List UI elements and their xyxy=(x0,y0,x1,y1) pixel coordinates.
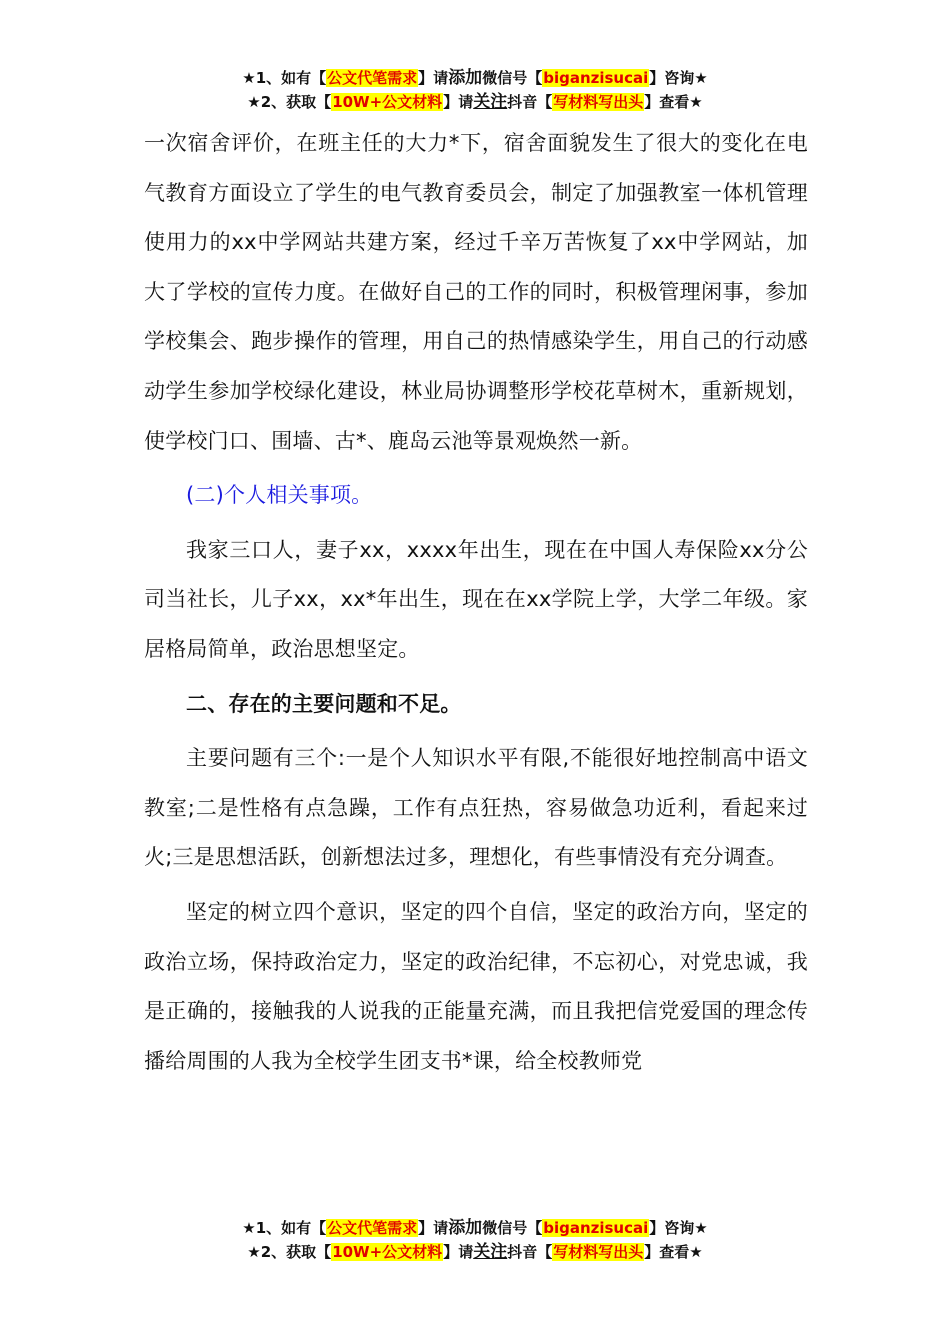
banner-douyin-id: 写材料写出头 xyxy=(553,1243,644,1261)
banner-line-2: ★2、获取【10W+公文材料】请关注抖音【写材料写出头】查看★ xyxy=(247,1242,703,1262)
paragraph-family: 我家三口人，妻子xx，xxxx年出生，现在在中国人寿保险xx分公司当社长，儿子xx，xx*年出生，现在在xx学院上学，大学二年级。家居格局简单，政治思想坚定。 xyxy=(144,537,808,661)
banner-wechat-id: biganzisucai xyxy=(543,69,649,87)
paragraph-continued: 一次宿舍评价，在班主任的大力*下，宿舍面貌发生了很大的变化在电气教育方面设立了学生的电气教育委员会，制定了加强教室一体机管理使用力的xx中学网站共建方案，经过千辛万苦恢复了xx中学网站，加大了学校的宣传力度。在做好自己的工作的同时，积极管理闲事，参加学校集会、跑步操作的管理，用自己的热情感染学生，用自己的行动感动学生参加学校绿化建设，林业局协调整形学校花草树木，重新规划，使学校门口、围墙、古*、鹿岛云池等景观焕然一新。 xyxy=(144,131,808,453)
banner-highlight: 公文代笔需求 xyxy=(327,1219,418,1237)
banner-wechat-id: biganzisucai xyxy=(543,1219,649,1237)
banner-highlight: 10W+公文材料 xyxy=(332,1243,443,1261)
document-body xyxy=(144,119,808,1086)
top-banner xyxy=(0,66,950,114)
paragraph-problems: 主要问题有三个:一是个人知识水平有限,不能很好地控制高中语文教室;二是性格有点急躁，工作有点狂热，容易做急功近利，看起来过火;三是思想活跃，创新想法过多，理想化，有些事情没有充分调查。 xyxy=(144,746,808,870)
banner-highlight: 10W+公文材料 xyxy=(332,93,443,111)
banner-line-1: ★1、如有【公文代笔需求】请添加微信号【biganzisucai】咨询★ xyxy=(242,1218,708,1238)
banner-line-1: ★1、如有【公文代笔需求】请添加微信号【biganzisucai】咨询★ xyxy=(242,68,708,88)
banner-line-2: ★2、获取【10W+公文材料】请关注抖音【写材料写出头】查看★ xyxy=(247,92,703,112)
paragraph-firm-stance: 坚定的树立四个意识，坚定的四个自信，坚定的政治方向，坚定的政治立场，保持政治定力，坚定的政治纪律，不忘初心，对党忠诚，我是正确的，接触我的人说我的正能量充满，而且我把信党爱国的理念传播给周围的人我为全校学生团支书*课，给全校教师党 xyxy=(144,899,808,1073)
bottom-banner xyxy=(0,1216,950,1264)
subheading-personal-matters: (二)个人相关事项。 xyxy=(186,483,373,508)
banner-douyin-id: 写材料写出头 xyxy=(553,93,644,111)
heading-problems: 二、存在的主要问题和不足。 xyxy=(186,691,462,716)
banner-highlight: 公文代笔需求 xyxy=(327,69,418,87)
